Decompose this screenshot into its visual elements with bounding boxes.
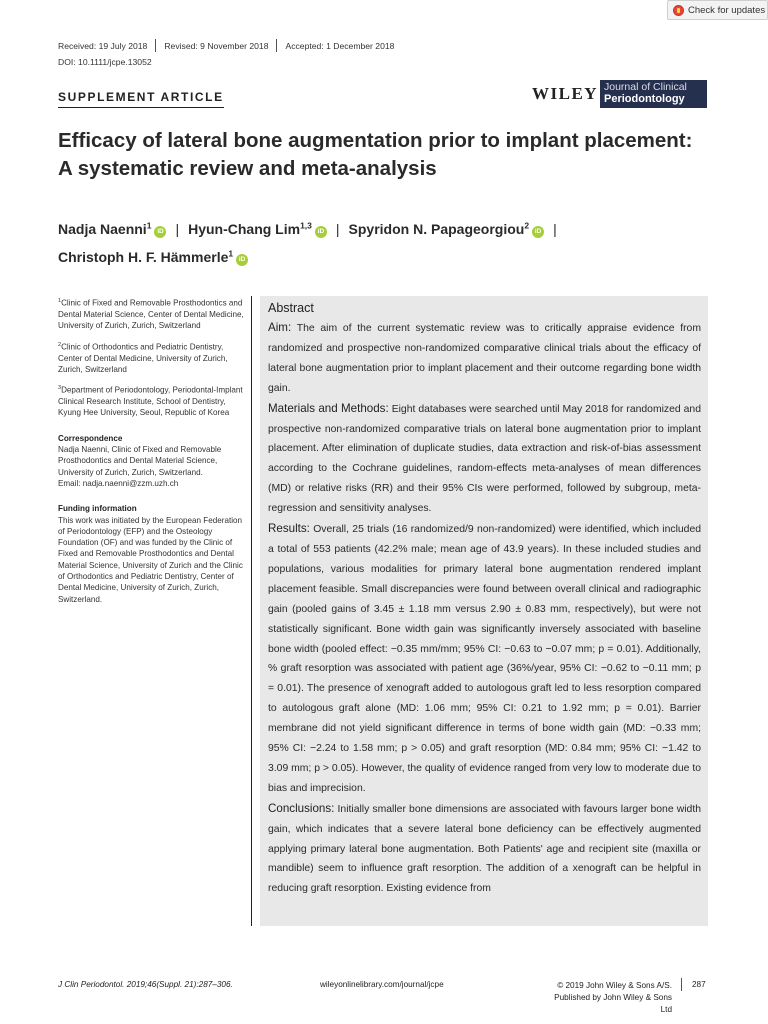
affiliation: $^3$Department of Periodontology, Periodontal-Implant Clinical Research Institute, School of Dentistry, Kyung Hee University, Seoul, Republic of Korea	[58, 385, 243, 418]
author-list	[58, 213, 758, 270]
affiliation: $^2$Clinic of Orthodontics and Pediatric Dentistry, Center of Dental Medicine, University of Zurich, Zurich, Switzerland	[58, 341, 228, 374]
date-divider	[155, 39, 156, 52]
check-for-updates-button[interactable]	[667, 0, 768, 20]
correspondence-heading: Correspondence	[58, 433, 123, 443]
revised-date: Revised: 9 November 2018	[164, 40, 269, 51]
author-separator: |	[175, 220, 180, 237]
publisher-logo: WILEY	[532, 84, 599, 103]
article-title: Efficacy of lateral bone augmentation prior to implant placement: A systematic review and meta-analysis	[58, 129, 693, 180]
author[interactable]: Hyun-Chang Lim$^{1,3}$iD	[188, 221, 327, 237]
footer-divider	[681, 978, 682, 991]
correspondence-email[interactable]: Email: nadja.naenni@zzm.uzh.ch	[58, 478, 179, 488]
citation: J Clin Periodontol. 2019;46(Suppl. 21):287–306.	[58, 980, 233, 989]
abstract-results: Results: Overall, 25 trials (16 randomized/9 non-randomized) were identified, which included a total of 553 patients (42.2% male; mean age of 43.9 years). In these included studies and populations, various modalities for primary lateral bone augmentation rendered implant placement feasible. Small discrepancies were found between overall clinical and radiographic gain (pooled gains of 3.45 ± 1.18 mm versus 2.90 ± 0.83 mm, respectively), but were not statistically significant. Bone width gain was significantly inversely associated with baseline bone width (pooled effect: −0.35 mm/mm; 95% CI: −0.63 to −0.07 mm; p = 0.01). Additionally, % graft resorption was associated with patient age (36%/year, 95% CI: −0.62 to −0.11 mm; p = 0.01). The presence of xenograft added to autologous graft led to less resorption compared to autologous graft alone (MD: 1.06 mm; 95% CI: 0.21 to 1.92 mm; p = 0.01). Barrier membrane did not yield significant difference in terms of bone width gain (MD: −0.33 mm; 95% CI: −2.24 to 1.58 mm; p > 0.05) and graft resorption (MD: 0.84 mm; 95% CI: −1.42 to 3.09 mm; p > 0.05). However, the quality of evidence ranged from very low to moderate due to bias and imprecision.	[268, 522, 702, 794]
author-separator: |	[553, 220, 557, 237]
copyright	[550, 980, 672, 1016]
check-for-updates-label: Check for updates	[688, 4, 766, 16]
abstract-body	[268, 318, 701, 899]
accepted-date: Accepted: 1 December 2018	[285, 40, 395, 51]
abstract-methods: Materials and Methods: Eight databases were searched until May 2018 for randomized and prospective non-randomized comparative trials on lateral bone augmentation prior to implant placement. After elimination of duplicate studies, data extraction and risk-of-bias assessment according to the Cochrane guidelines, random-effects meta-analyses of mean differences (MD) or relative risks (RR) and their 95% CIs were performed, followed by subgroup, meta-regression and sensitivity analyses.	[268, 401, 701, 515]
correspondence	[58, 433, 244, 489]
doi[interactable]: DOI: 10.1111/jcpe.13052	[58, 57, 152, 67]
crossmark-icon	[673, 5, 684, 16]
author[interactable]: Christoph H. F. Hämmerle$^1$iD	[58, 249, 248, 265]
journal-logo	[600, 80, 707, 108]
author-separator: |	[335, 220, 340, 237]
orcid-icon[interactable]: iD	[315, 226, 327, 238]
funding	[58, 503, 244, 605]
funding-heading: Funding information	[58, 504, 137, 514]
published-by: Published by John Wiley & Sons Ltd	[554, 993, 672, 1014]
affiliation: $^1$Clinic of Fixed and Removable Prosthodontics and Dental Material Science, Center of Dental Medicine, University of Zurich, Zurich, Switzerland	[58, 298, 244, 331]
orcid-icon[interactable]: iD	[154, 226, 166, 238]
article-dates	[58, 39, 394, 52]
journal-logo-line1: Journal of Clinical	[604, 81, 687, 93]
page-number: 287	[692, 980, 706, 989]
article-type: SUPPLEMENT ARTICLE	[58, 90, 224, 108]
received-date: Received: 19 July 2018	[58, 40, 148, 51]
orcid-icon[interactable]: iD	[532, 226, 544, 238]
column-divider	[251, 296, 252, 926]
date-divider	[276, 39, 277, 52]
orcid-icon[interactable]: iD	[236, 254, 248, 266]
abstract-conclusions: Conclusions: Initially smaller bone dimensions are associated with favours larger bone width gain, which indicates that a severe lateral bone deficiency can be effectively augmented applying primary lateral bone augmentation. Both Patients' age and recipient site (maxilla or mandible) seem to influence graft resorption. The addition of a xenograft can be helpful in reducing graft resorption. Existing evidence from	[268, 801, 701, 895]
journal-logo-line2: Periodontology	[604, 93, 685, 105]
article-info-column	[58, 296, 244, 613]
abstract-heading: Abstract	[268, 301, 314, 315]
funding-text: This work was initiated by the European Federation of Periodontology (EFP) and the Osteology Foundation (OF) and was funded by the Clinic of Fixed and Removable Prosthodontics and Dental Material Science, University of Zurich and the Clinic of Orthodontics and Pediatric Dentistry, Center of Dental Medicine, University of Zurich, Zurich, Switzerland.	[58, 515, 243, 604]
journal-url[interactable]: wileyonlinelibrary.com/journal/jcpe	[320, 980, 444, 989]
copyright-line: © 2019 John Wiley & Sons A/S.	[557, 981, 672, 990]
author[interactable]: Spyridon N. Papageorgiou$^2$iD	[349, 221, 545, 237]
correspondence-text: Nadja Naenni, Clinic of Fixed and Removable Prosthodontics and Dental Material Science, University of Zurich, Zurich, Switzerland.	[58, 445, 222, 477]
author[interactable]: Nadja Naenni$^1$iD	[58, 221, 166, 237]
abstract-aim: Aim: The aim of the current systematic review was to critically appraise evidence from randomized and prospective non-randomized comparative clinical trials about the efficacy of lateral bone augmentation prior to implant placement and their outcome regarding bone width gain.	[268, 321, 701, 394]
